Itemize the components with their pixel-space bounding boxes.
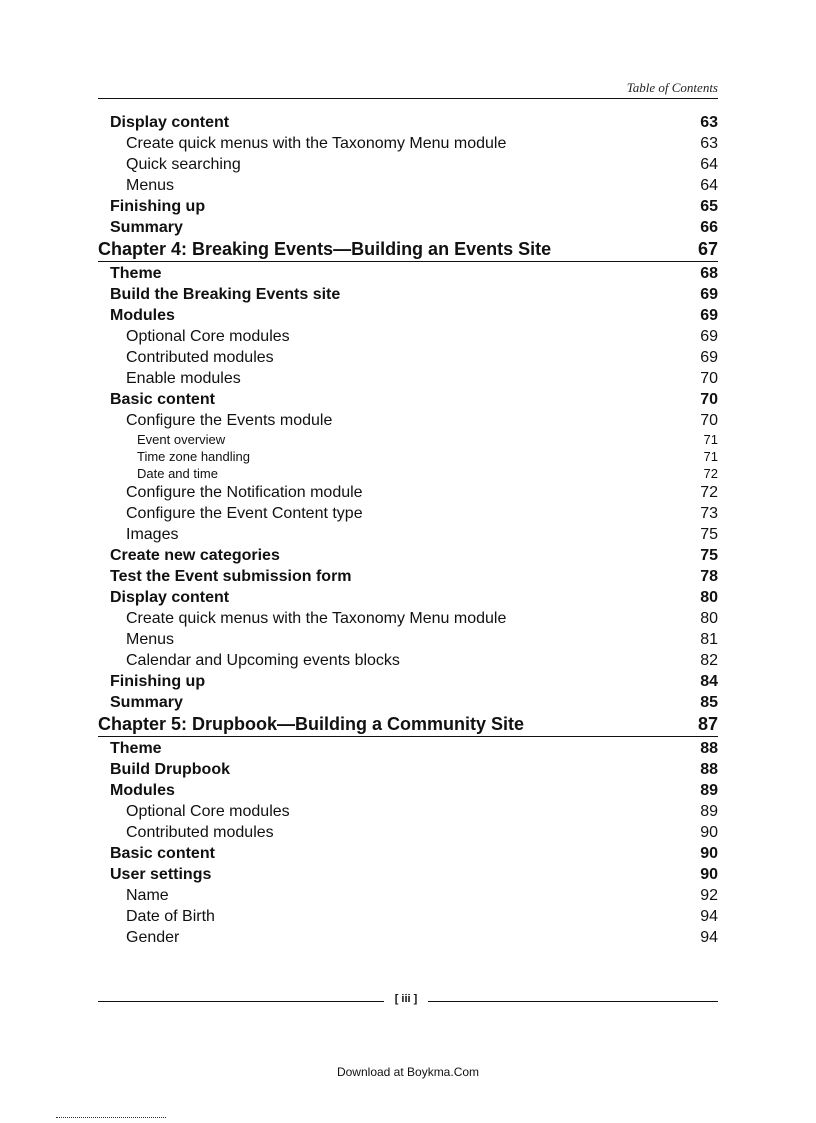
toc-entry-page: 70 bbox=[700, 370, 718, 387]
toc-entry-title: Display content bbox=[110, 114, 230, 131]
toc-section-entry[interactable] bbox=[98, 217, 718, 238]
toc-entry-title: Event overview bbox=[137, 432, 226, 447]
toc-entry-title: Enable modules bbox=[126, 370, 241, 387]
page-footer bbox=[98, 992, 718, 1010]
toc-entry-page: 88 bbox=[700, 740, 718, 757]
toc-entry-title: Modules bbox=[110, 307, 175, 324]
toc-entry-page: 64 bbox=[700, 177, 718, 194]
toc-entry-page: 94 bbox=[700, 929, 718, 946]
toc-entry-title: Create quick menus with the Taxonomy Menu module bbox=[126, 135, 507, 152]
running-title: Table of Contents bbox=[626, 80, 718, 95]
toc-entry-page: 73 bbox=[700, 505, 718, 522]
toc-subsection-entry[interactable] bbox=[98, 175, 718, 196]
toc-section-entry[interactable] bbox=[98, 587, 718, 608]
running-header bbox=[98, 80, 718, 99]
toc-entry-title: Date and time bbox=[137, 466, 218, 481]
toc-entry-page: 84 bbox=[700, 673, 718, 690]
toc-section-entry[interactable] bbox=[98, 305, 718, 326]
toc-entry-title: Optional Core modules bbox=[126, 803, 290, 820]
toc-entry-page: 90 bbox=[700, 845, 718, 862]
toc-subsection-entry[interactable] bbox=[98, 410, 718, 431]
toc-entry-page: 66 bbox=[700, 219, 718, 236]
toc-entry-page: 72 bbox=[703, 466, 718, 481]
toc-subsubsection-entry[interactable] bbox=[98, 465, 718, 482]
toc-entry-title: Basic content bbox=[110, 845, 215, 862]
toc-entry-page: 94 bbox=[700, 908, 718, 925]
toc-entry-title: Gender bbox=[126, 929, 180, 946]
toc-entry-title: Images bbox=[126, 526, 179, 543]
toc-entry-title: Test the Event submission form bbox=[110, 568, 352, 585]
toc-entry-title: Contributed modules bbox=[126, 824, 274, 841]
toc-list bbox=[98, 112, 718, 948]
toc-entry-title: Configure the Notification module bbox=[126, 484, 363, 501]
toc-entry-title: Modules bbox=[110, 782, 175, 799]
toc-entry-title: Configure the Events module bbox=[126, 412, 333, 429]
toc-section-entry[interactable] bbox=[98, 389, 718, 410]
toc-subsection-entry[interactable] bbox=[98, 524, 718, 545]
toc-entry-page: 69 bbox=[700, 349, 718, 366]
toc-subsection-entry[interactable] bbox=[98, 906, 718, 927]
toc-entry-title: Date of Birth bbox=[126, 908, 215, 925]
toc-entry-title: Quick searching bbox=[126, 156, 241, 173]
toc-subsection-entry[interactable] bbox=[98, 482, 718, 503]
toc-entry-page: 70 bbox=[700, 412, 718, 429]
toc-entry-page: 69 bbox=[700, 307, 718, 324]
footer-rule-left bbox=[98, 1001, 384, 1002]
toc-entry-title: Menus bbox=[126, 177, 175, 194]
toc-entry-title: Basic content bbox=[110, 391, 215, 408]
toc-entry-title: Create new categories bbox=[110, 547, 280, 564]
toc-subsection-entry[interactable] bbox=[98, 368, 718, 389]
toc-subsection-entry[interactable] bbox=[98, 154, 718, 175]
toc-subsection-entry[interactable] bbox=[98, 927, 718, 948]
toc-entry-title: Summary bbox=[110, 219, 183, 236]
toc-entry-page: 71 bbox=[703, 432, 718, 447]
toc-subsubsection-entry[interactable] bbox=[98, 431, 718, 448]
toc-entry-page: 92 bbox=[700, 887, 718, 904]
toc-entry-page: 65 bbox=[700, 198, 718, 215]
toc-entry-page: 80 bbox=[700, 610, 718, 627]
toc-entry-title: Menus bbox=[126, 631, 175, 648]
toc-entry-page: 87 bbox=[697, 714, 718, 734]
toc-entry-page: 81 bbox=[700, 631, 718, 648]
footer-rule-right bbox=[428, 1001, 718, 1002]
toc-entry-title: Time zone handling bbox=[137, 449, 250, 464]
toc-entry-page: 67 bbox=[697, 239, 718, 259]
toc-entry-page: 80 bbox=[700, 589, 718, 606]
toc-entry-title: Build Drupbook bbox=[110, 761, 230, 778]
toc-entry-page: 69 bbox=[700, 286, 718, 303]
toc-entry-title: Finishing up bbox=[110, 198, 206, 215]
toc-subsection-entry[interactable] bbox=[98, 326, 718, 347]
toc-section-entry[interactable] bbox=[98, 545, 718, 566]
toc-entry-page: 63 bbox=[700, 135, 718, 152]
toc-entry-page: 85 bbox=[700, 694, 718, 711]
toc-entry-title: User settings bbox=[110, 866, 212, 883]
toc-entry-title: Create quick menus with the Taxonomy Menu module bbox=[126, 610, 507, 627]
toc-entry-page: 71 bbox=[703, 449, 718, 464]
download-note: Download at Boykma.Com bbox=[336, 1065, 480, 1079]
toc-section-entry[interactable] bbox=[98, 692, 718, 713]
toc-subsection-entry[interactable] bbox=[98, 885, 718, 906]
toc-entry-title: Contributed modules bbox=[126, 349, 274, 366]
toc-subsection-entry[interactable] bbox=[98, 822, 718, 843]
toc-entry-title: Optional Core modules bbox=[126, 328, 290, 345]
toc-entry-page: 90 bbox=[700, 824, 718, 841]
toc-entry-page: 72 bbox=[700, 484, 718, 501]
toc-entry-page: 75 bbox=[700, 547, 718, 564]
toc-chapter-entry[interactable] bbox=[98, 238, 718, 262]
toc-subsection-entry[interactable] bbox=[98, 629, 718, 650]
toc-entry-page: 69 bbox=[700, 328, 718, 345]
toc-entry-title: Theme bbox=[110, 740, 162, 757]
toc-entry-title: Build the Breaking Events site bbox=[110, 286, 341, 303]
toc-entry-title: Name bbox=[126, 887, 169, 904]
toc-entry-title: Chapter 5: Drupbook—Building a Community Site bbox=[98, 714, 525, 734]
toc-section-entry[interactable] bbox=[98, 112, 718, 133]
toc-entry-page: 88 bbox=[700, 761, 718, 778]
toc-section-entry[interactable] bbox=[98, 780, 718, 801]
toc-entry-page: 75 bbox=[700, 526, 718, 543]
toc-chapter-entry[interactable] bbox=[98, 713, 718, 737]
toc-entry-title: Calendar and Upcoming events blocks bbox=[126, 652, 400, 669]
toc-entry-page: 63 bbox=[700, 114, 718, 131]
toc-entry-page: 82 bbox=[700, 652, 718, 669]
toc-entry-page: 89 bbox=[700, 782, 718, 799]
toc-entry-page: 64 bbox=[700, 156, 718, 173]
toc-section-entry[interactable] bbox=[98, 263, 718, 284]
toc-section-entry[interactable] bbox=[98, 284, 718, 305]
toc-entry-page: 70 bbox=[700, 391, 718, 408]
toc-entry-title: Theme bbox=[110, 265, 162, 282]
toc-section-entry[interactable] bbox=[98, 759, 718, 780]
toc-section-entry[interactable] bbox=[98, 196, 718, 217]
toc-entry-page: 78 bbox=[700, 568, 718, 585]
toc-subsection-entry[interactable] bbox=[98, 133, 718, 154]
toc-entry-title: Chapter 4: Breaking Events—Building an Events Site bbox=[98, 239, 552, 259]
toc-section-entry[interactable] bbox=[98, 738, 718, 759]
toc-entry-title: Display content bbox=[110, 589, 230, 606]
toc-subsection-entry[interactable] bbox=[98, 503, 718, 524]
toc-subsubsection-entry[interactable] bbox=[98, 448, 718, 465]
toc-section-entry[interactable] bbox=[98, 843, 718, 864]
toc-entry-page: 90 bbox=[700, 866, 718, 883]
toc-subsection-entry[interactable] bbox=[98, 608, 718, 629]
toc-entry-title: Configure the Event Content type bbox=[126, 505, 363, 522]
toc-entry-page: 89 bbox=[700, 803, 718, 820]
toc-entry-page: 68 bbox=[700, 265, 718, 282]
toc-entry-title: Finishing up bbox=[110, 673, 206, 690]
toc-section-entry[interactable] bbox=[98, 864, 718, 885]
toc-subsection-entry[interactable] bbox=[98, 347, 718, 368]
toc-section-entry[interactable] bbox=[98, 566, 718, 587]
page-folio: [ iii ] bbox=[394, 993, 418, 1005]
toc-entry-title: Summary bbox=[110, 694, 183, 711]
toc-subsection-entry[interactable] bbox=[98, 801, 718, 822]
toc-subsection-entry[interactable] bbox=[98, 650, 718, 671]
toc-section-entry[interactable] bbox=[98, 671, 718, 692]
scan-mark bbox=[56, 1117, 166, 1118]
